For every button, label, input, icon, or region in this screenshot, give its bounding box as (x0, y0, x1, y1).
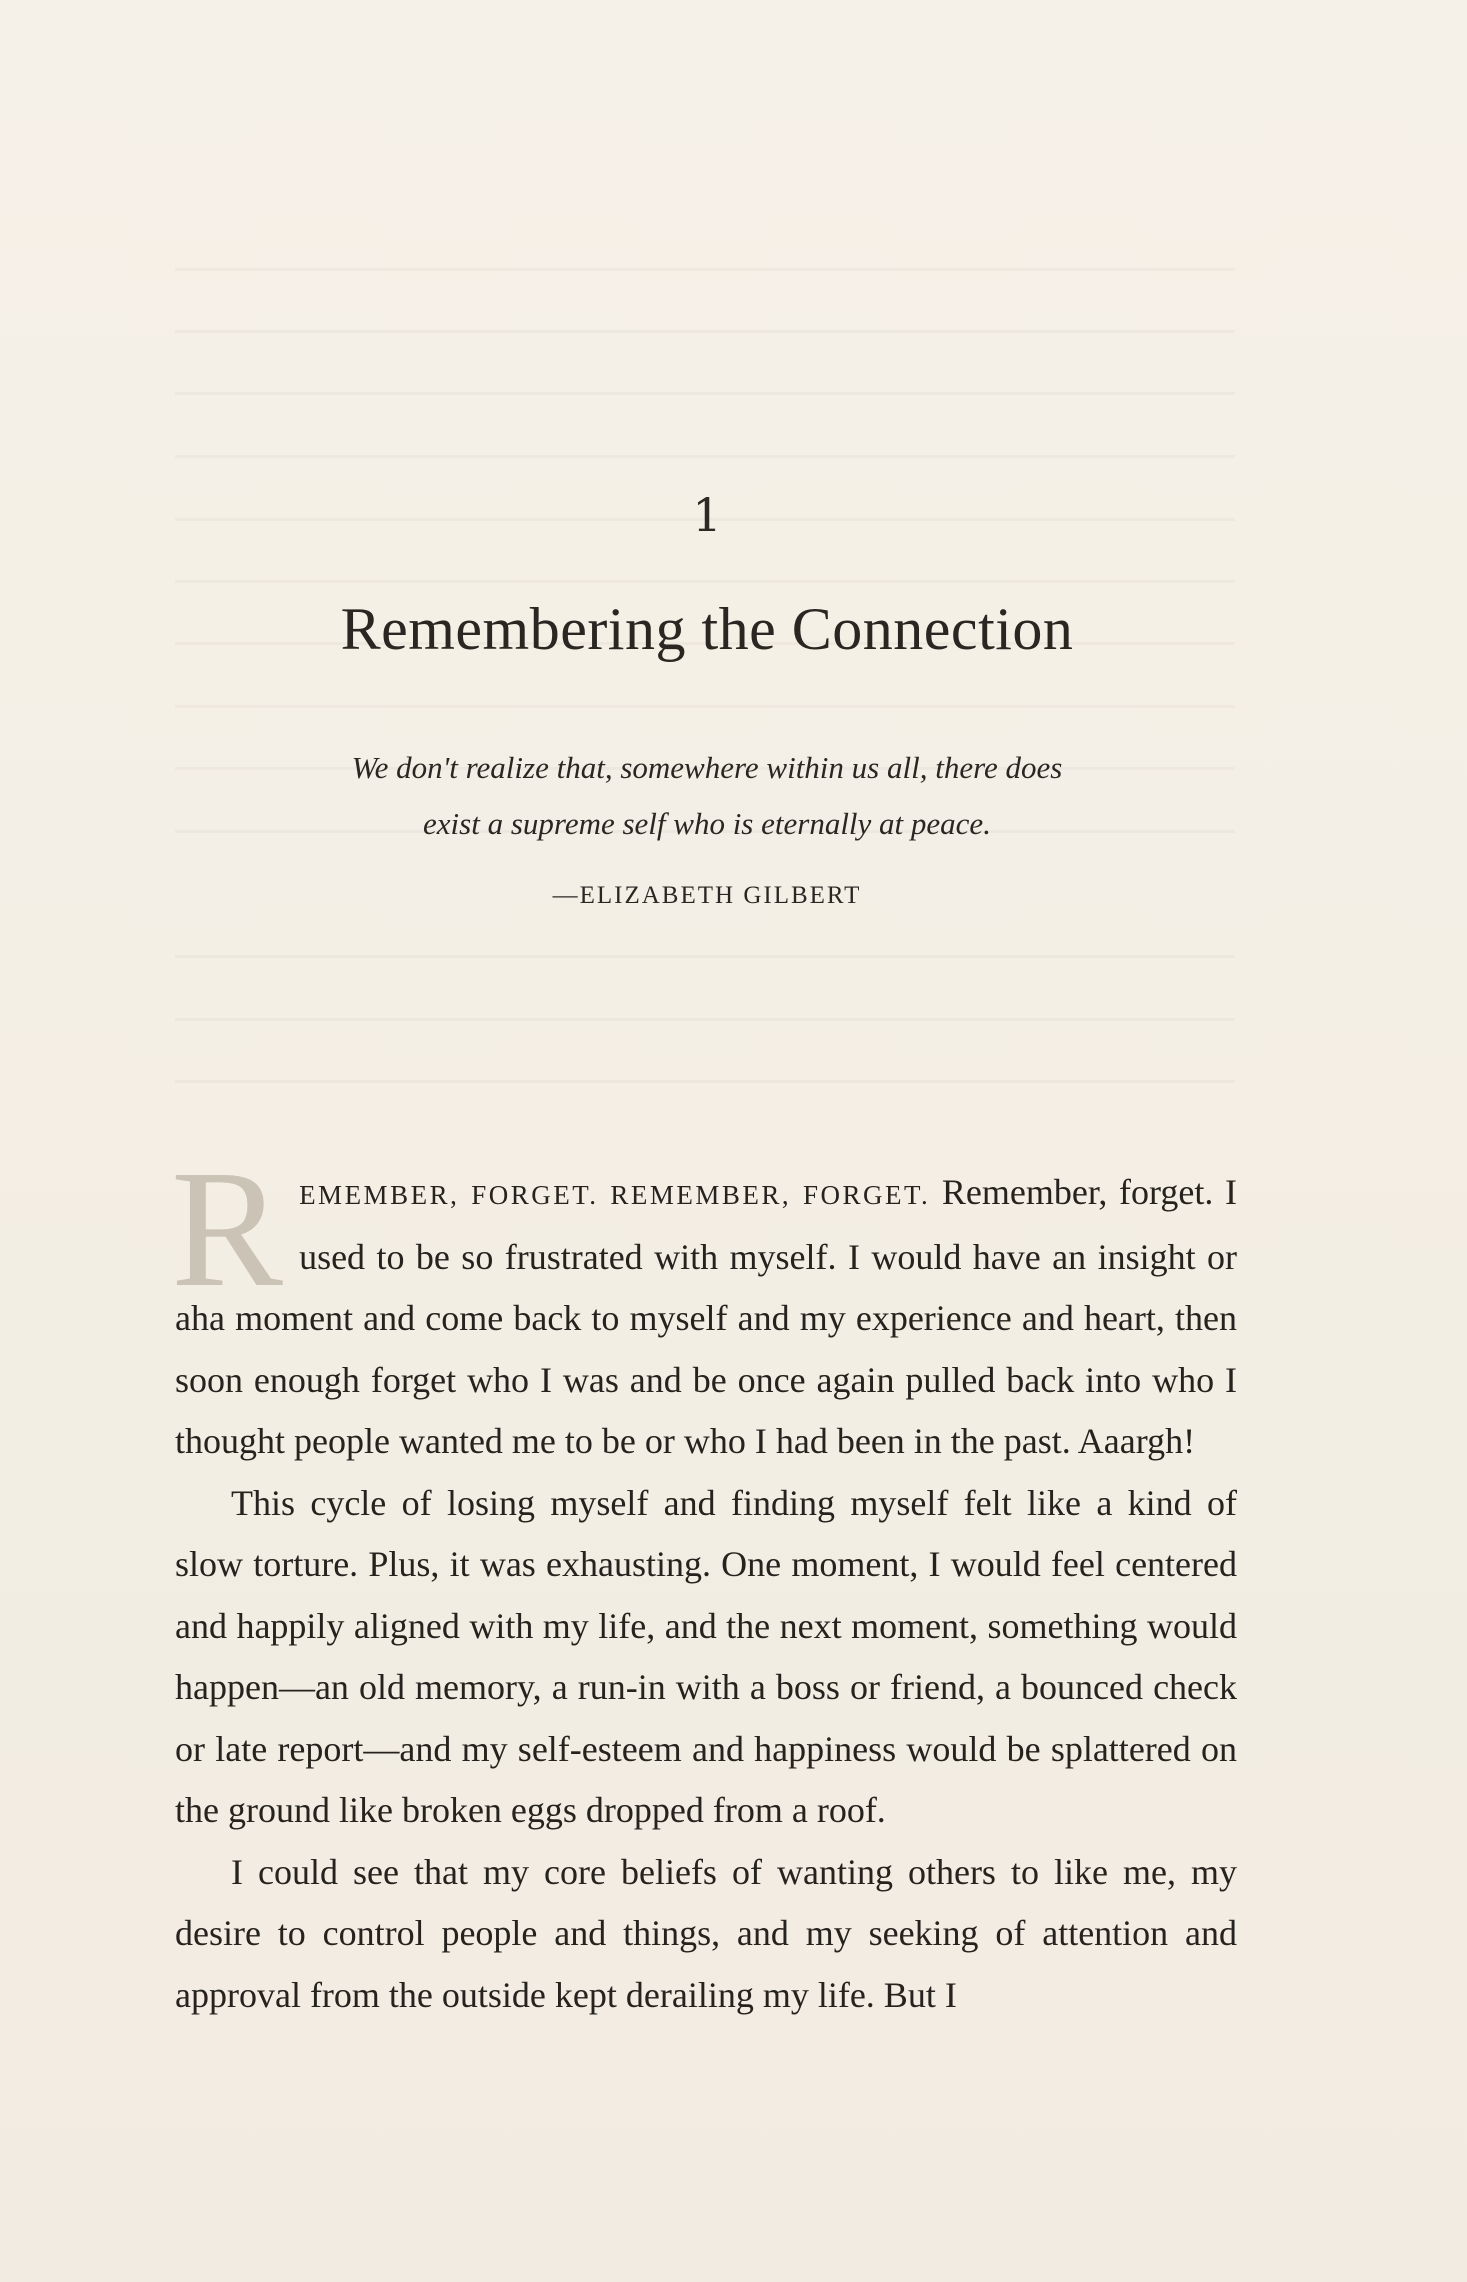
epigraph-attribution: —ELIZABETH GILBERT (552, 882, 862, 909)
chapter-title: Remembering the Connection (340, 596, 1074, 662)
epigraph-line-1: We don't realize that, somewhere within us all, there does (351, 750, 1063, 785)
epigraph (0, 740, 1414, 852)
show-through-line (175, 392, 1235, 395)
drop-cap: R (171, 1136, 284, 1322)
show-through-line (175, 705, 1235, 708)
show-through-line (175, 1018, 1235, 1021)
epigraph-line-2: exist a supreme self who is eternally at peace. (423, 806, 991, 841)
show-through-line (175, 455, 1235, 458)
paragraph-1-text: Remember, forget. I used to be so frustrated with myself. I would have an insight or aha moment and come back to myself and my experience and heart, then soon enough forget who I was and be once again pulled back into who I thought people wanted me to be or who I had been in the past. Aaargh! (175, 1172, 1237, 1461)
paragraph-1 (171, 1136, 1237, 1473)
show-through-line (175, 955, 1235, 958)
show-through-line (175, 268, 1235, 271)
chapter-number: 1 (692, 488, 722, 542)
show-through-line (175, 1080, 1235, 1083)
paragraph-3: I could see that my core beliefs of wanting others to like me, my desire to control people and things, and my seeking of attention and approval from the outside kept derailing my life. But I (175, 1851, 1237, 2015)
show-through-line (175, 330, 1235, 333)
paragraph-2: This cycle of losing myself and finding myself felt like a kind of slow torture. Plus, it was exhausting. One moment, I would feel centered and happily aligned with my life, and the next moment, something would happen—an old memory, a run-in with a boss or friend, a bounced check or late report—and my self-esteem and happiness would be splattered on the ground like broken eggs dropped from a roof. (175, 1482, 1237, 1830)
show-through-line (175, 580, 1235, 583)
chapter-body (171, 1136, 1237, 2026)
opening-smallcaps: EMEMBER, FORGET. REMEMBER, FORGET. (299, 1180, 931, 1210)
